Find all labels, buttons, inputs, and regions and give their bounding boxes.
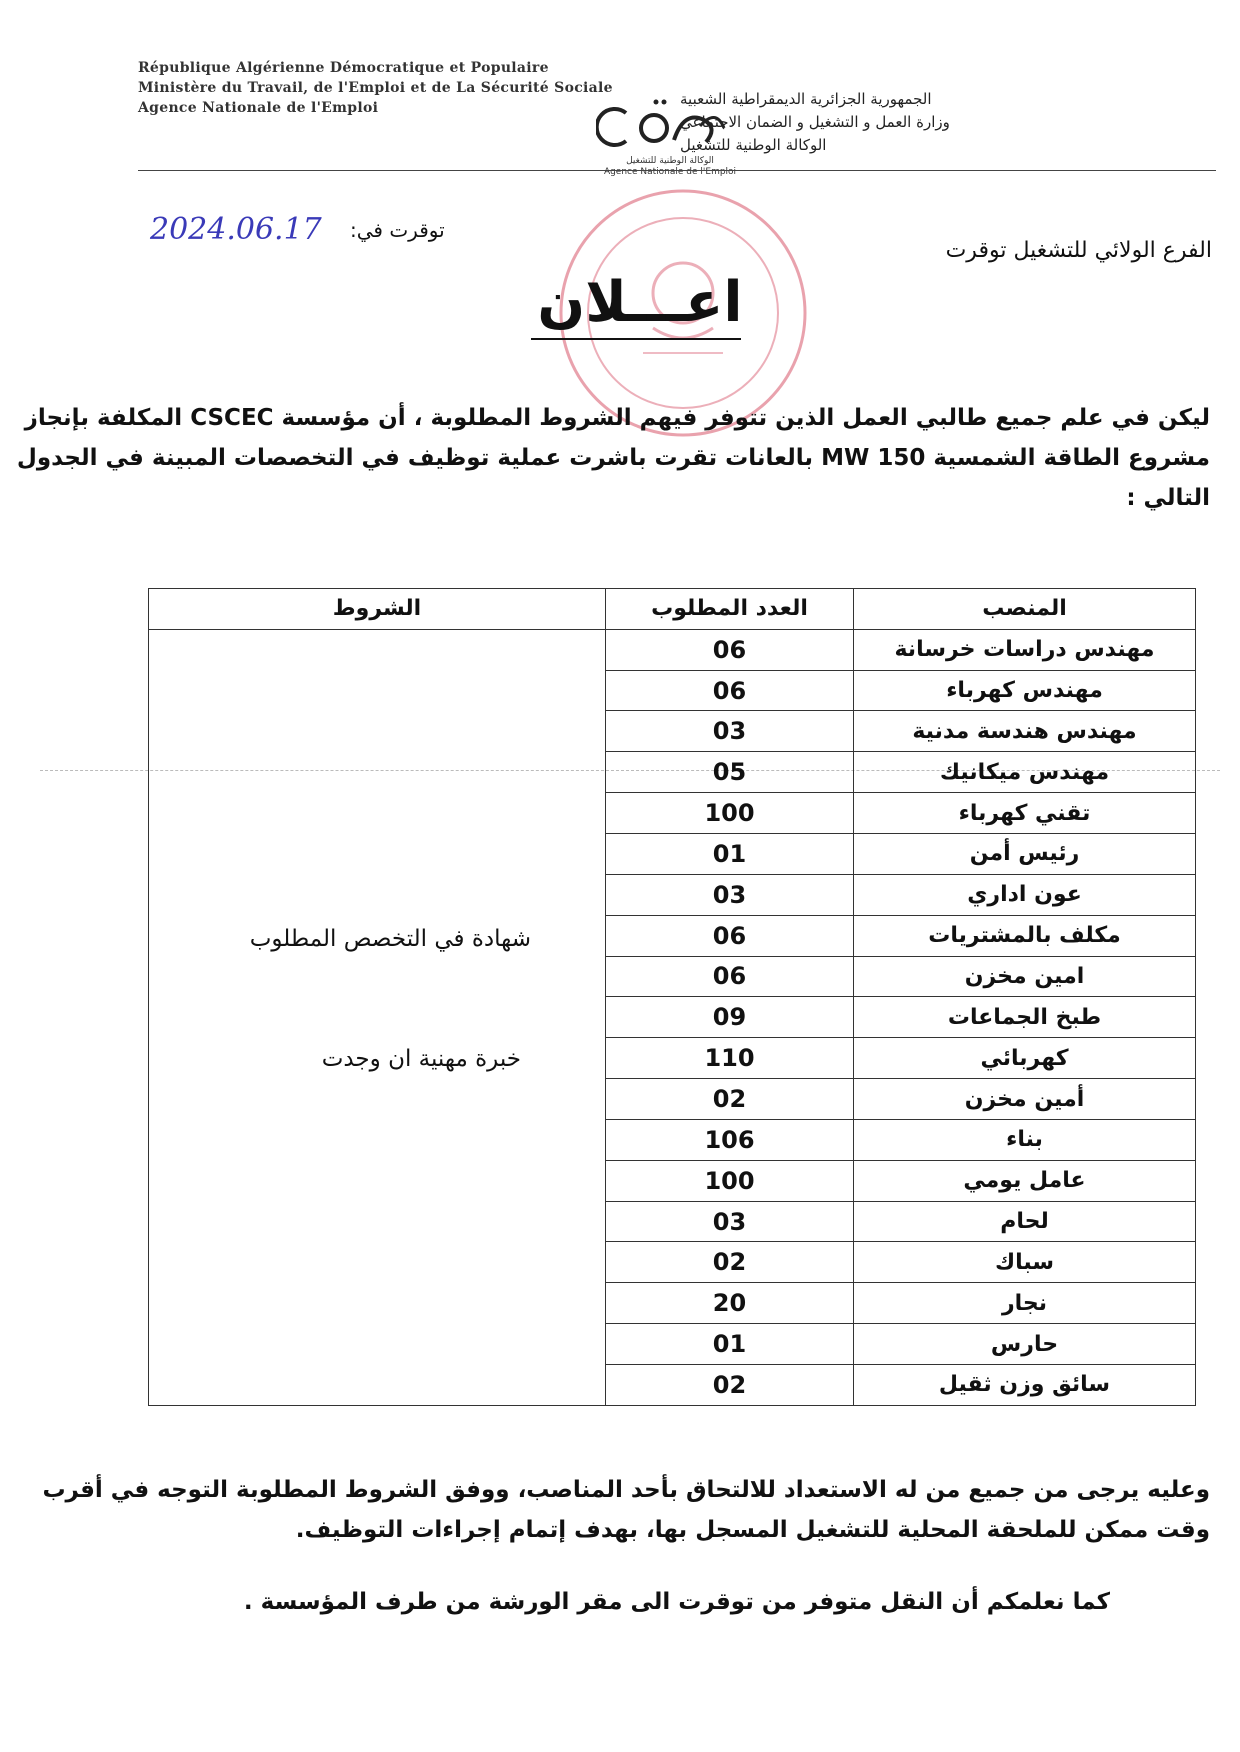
count-cell: 01 bbox=[606, 834, 854, 875]
intro-line-3: التالي : bbox=[1126, 485, 1210, 511]
count-cell: 06 bbox=[606, 670, 854, 711]
count-cell: 02 bbox=[606, 1079, 854, 1120]
position-cell: طبخ الجماعات bbox=[854, 997, 1196, 1038]
header-fr-line-3: Agence Nationale de l'Emploi bbox=[138, 100, 379, 116]
position-cell: امين مخزن bbox=[854, 956, 1196, 997]
position-cell: مكلف بالمشتريات bbox=[854, 915, 1196, 956]
date-value: 2024.06.17 bbox=[150, 212, 322, 247]
header-fr-line-2: Ministère du Travail, de l'Emploi et de La Sécurité Sociale bbox=[138, 80, 613, 96]
position-cell: سائق وزن ثقيل bbox=[854, 1364, 1196, 1405]
count-cell: 06 bbox=[606, 956, 854, 997]
count-cell: 05 bbox=[606, 752, 854, 793]
position-cell: مهندس هندسة مدنية bbox=[854, 711, 1196, 752]
count-cell: 06 bbox=[606, 915, 854, 956]
closing-line-2: وقت ممكن للملحقة المحلية للتشغيل المسجل بها، بهدف إتمام إجراءات التوظيف. bbox=[295, 1517, 1210, 1543]
logo-caption-fr: Agence Nationale de l'Emploi bbox=[603, 167, 737, 177]
closing-paragraph bbox=[30, 1470, 1210, 1550]
intro-paragraph bbox=[16, 398, 1210, 518]
announcement-title: اعـــلان bbox=[537, 270, 743, 335]
count-cell: 02 bbox=[606, 1242, 854, 1283]
header-ar-line-1: الجمهورية الجزائرية الديمقراطية الشعبية bbox=[680, 90, 932, 108]
logo-caption bbox=[590, 156, 750, 178]
count-cell: 100 bbox=[606, 793, 854, 834]
count-cell: 106 bbox=[606, 1119, 854, 1160]
count-cell: 110 bbox=[606, 1038, 854, 1079]
position-cell: تقني كهرباء bbox=[854, 793, 1196, 834]
header-fr-line-1: République Algérienne Démocratique et Populaire bbox=[138, 60, 549, 76]
position-cell: حارس bbox=[854, 1324, 1196, 1365]
logo-caption-ar: الوكالة الوطنية للتشغيل bbox=[626, 156, 714, 166]
transport-note: كما نعلمكم أن النقل متوفر من توقرت الى مقر الورشة من طرف المؤسسة . bbox=[243, 1589, 1110, 1615]
header-ar-line-3: الوكالة الوطنية للتشغيل bbox=[680, 136, 827, 154]
count-cell: 20 bbox=[606, 1283, 854, 1324]
count-cell: 03 bbox=[606, 711, 854, 752]
count-cell: 01 bbox=[606, 1324, 854, 1365]
header-count: العدد المطلوب bbox=[606, 589, 854, 630]
count-cell: 09 bbox=[606, 997, 854, 1038]
header-ar-line-2: وزارة العمل و التشغيل و الضمان الاجتماعي bbox=[680, 113, 950, 131]
header-divider bbox=[138, 170, 1216, 171]
condition-diploma: شهادة في التخصص المطلوب bbox=[249, 925, 531, 952]
conditions-cell bbox=[149, 629, 606, 1405]
header-arabic bbox=[680, 88, 1200, 157]
branch-name: الفرع الولائي للتشغيل توقرت bbox=[945, 238, 1212, 263]
position-cell: سباك bbox=[854, 1242, 1196, 1283]
count-cell: 03 bbox=[606, 874, 854, 915]
position-cell: مهندس دراسات خرسانة bbox=[854, 629, 1196, 670]
position-cell: عامل يومي bbox=[854, 1160, 1196, 1201]
position-cell: أمين مخزن bbox=[854, 1079, 1196, 1120]
count-cell: 02 bbox=[606, 1364, 854, 1405]
jobs-table bbox=[148, 588, 1196, 1406]
header-position: المنصب bbox=[854, 589, 1196, 630]
table-row bbox=[149, 629, 1196, 670]
count-cell: 03 bbox=[606, 1201, 854, 1242]
date-label: توقرت في: bbox=[350, 218, 445, 242]
position-cell: مهندس ميكانيك bbox=[854, 752, 1196, 793]
count-cell: 06 bbox=[606, 629, 854, 670]
intro-line-2: مشروع الطاقة الشمسية 150 MW بالعانات تقرت باشرت عملية توظيف في التخصصات المبينة في الجدول bbox=[16, 445, 1210, 471]
count-cell: 100 bbox=[606, 1160, 854, 1201]
position-cell: مهندس كهرباء bbox=[854, 670, 1196, 711]
header-conditions: الشروط bbox=[149, 589, 606, 630]
table-body bbox=[149, 629, 1196, 1405]
title-underline bbox=[531, 338, 741, 340]
position-cell: بناء bbox=[854, 1119, 1196, 1160]
position-cell: نجار bbox=[854, 1283, 1196, 1324]
condition-experience: خبرة مهنية ان وجدت bbox=[321, 1045, 521, 1072]
closing-line-1: وعليه يرجى من جميع من له الاستعداد للالتحاق بأحد المناصب، ووفق الشروط المطلوبة التوجه في أقرب bbox=[42, 1477, 1210, 1503]
header-french bbox=[138, 58, 613, 118]
position-cell: كهربائي bbox=[854, 1038, 1196, 1079]
position-cell: لحام bbox=[854, 1201, 1196, 1242]
table-header-row bbox=[149, 589, 1196, 630]
intro-line-1: ليكن في علم جميع طالبي العمل الذين تتوفر فيهم الشروط المطلوبة ، أن مؤسسة CSCEC المكلفة بإنجاز bbox=[24, 405, 1210, 431]
position-cell: رئيس أمن bbox=[854, 834, 1196, 875]
position-cell: عون اداري bbox=[854, 874, 1196, 915]
